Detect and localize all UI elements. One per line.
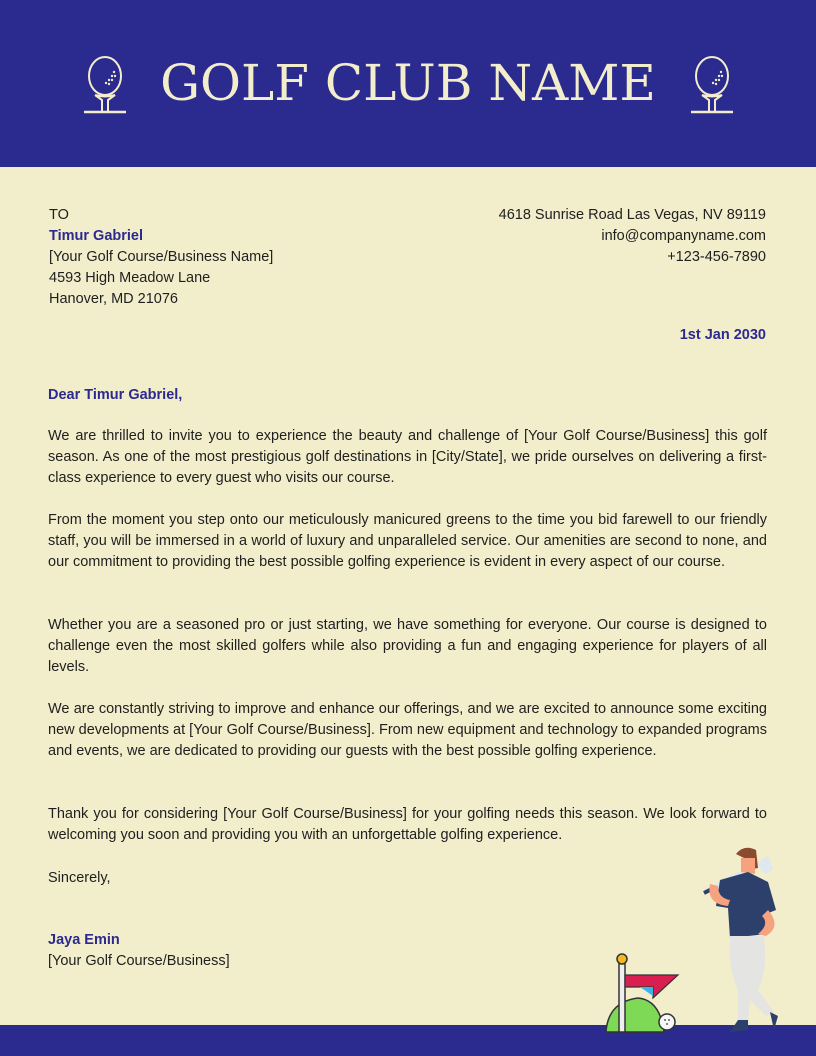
sender-contact-block xyxy=(499,205,766,268)
recipient-company: [Your Golf Course/Business Name] xyxy=(49,249,274,265)
signer-company: [Your Golf Course/Business] xyxy=(48,953,230,969)
sender-email: info@companyname.com xyxy=(601,228,766,244)
body-paragraph: We are thrilled to invite you to experience the beauty and challenge of [Your Golf Course/Business] this golf season. As one of the most prestigious golf destinations in [City/State], we pride ourselves on delivering a first-class experience to every guest who visits our course. xyxy=(48,428,767,486)
recipient-block xyxy=(49,205,273,310)
club-name-title: GOLF CLUB NAME xyxy=(160,54,656,112)
salutation: Dear Timur Gabriel, xyxy=(48,387,183,403)
body-paragraph: Thank you for considering [Your Golf Course/Business] for your golfing needs this season. We look forward to welcoming you soon and providing you with an unforgettable golfing experience. xyxy=(48,806,767,843)
golfer-illustration xyxy=(704,848,778,1032)
sender-phone: +123-456-7890 xyxy=(667,249,766,265)
recipient-city: Hanover, MD 21076 xyxy=(49,291,178,307)
sender-address: 4618 Sunrise Road Las Vegas, NV 89119 xyxy=(498,207,766,223)
body-paragraph: From the moment you step onto our meticulously manicured greens to the time you bid farewell to our friendly staff, you will be immersed in a world of luxury and unparalleled service. Our amenities are second to none, and our commitment to providing the best possible golfing experience is evident in every aspect of our course. xyxy=(48,512,767,570)
golf-ball-on-tee-icon xyxy=(688,54,736,118)
closing: Sincerely, xyxy=(48,870,111,886)
letterhead-banner xyxy=(0,0,816,167)
body-paragraph: Whether you are a seasoned pro or just starting, we have something for everyone. Our course is designed to challenge even the most skilled golfers while also providing a fun and engaging experience for players of all levels. xyxy=(48,617,767,675)
recipient-label: TO xyxy=(49,207,69,223)
body-paragraph: We are constantly striving to improve and enhance our offerings, and we are excited to announce some exciting new developments at [Your Golf Course/Business]. From new equipment and technology to expanded programs and events, we are dedicated to providing our guests with the best possible golfing experience. xyxy=(48,701,767,759)
recipient-street: 4593 High Meadow Lane xyxy=(49,270,211,286)
signer-name: Jaya Emin xyxy=(48,932,120,948)
recipient-name: Timur Gabriel xyxy=(49,228,144,244)
letter-date: 1st Jan 2030 xyxy=(679,327,766,343)
golf-ball-icon xyxy=(659,1014,675,1030)
golf-illustration xyxy=(598,840,798,1040)
signature-block xyxy=(48,930,230,972)
